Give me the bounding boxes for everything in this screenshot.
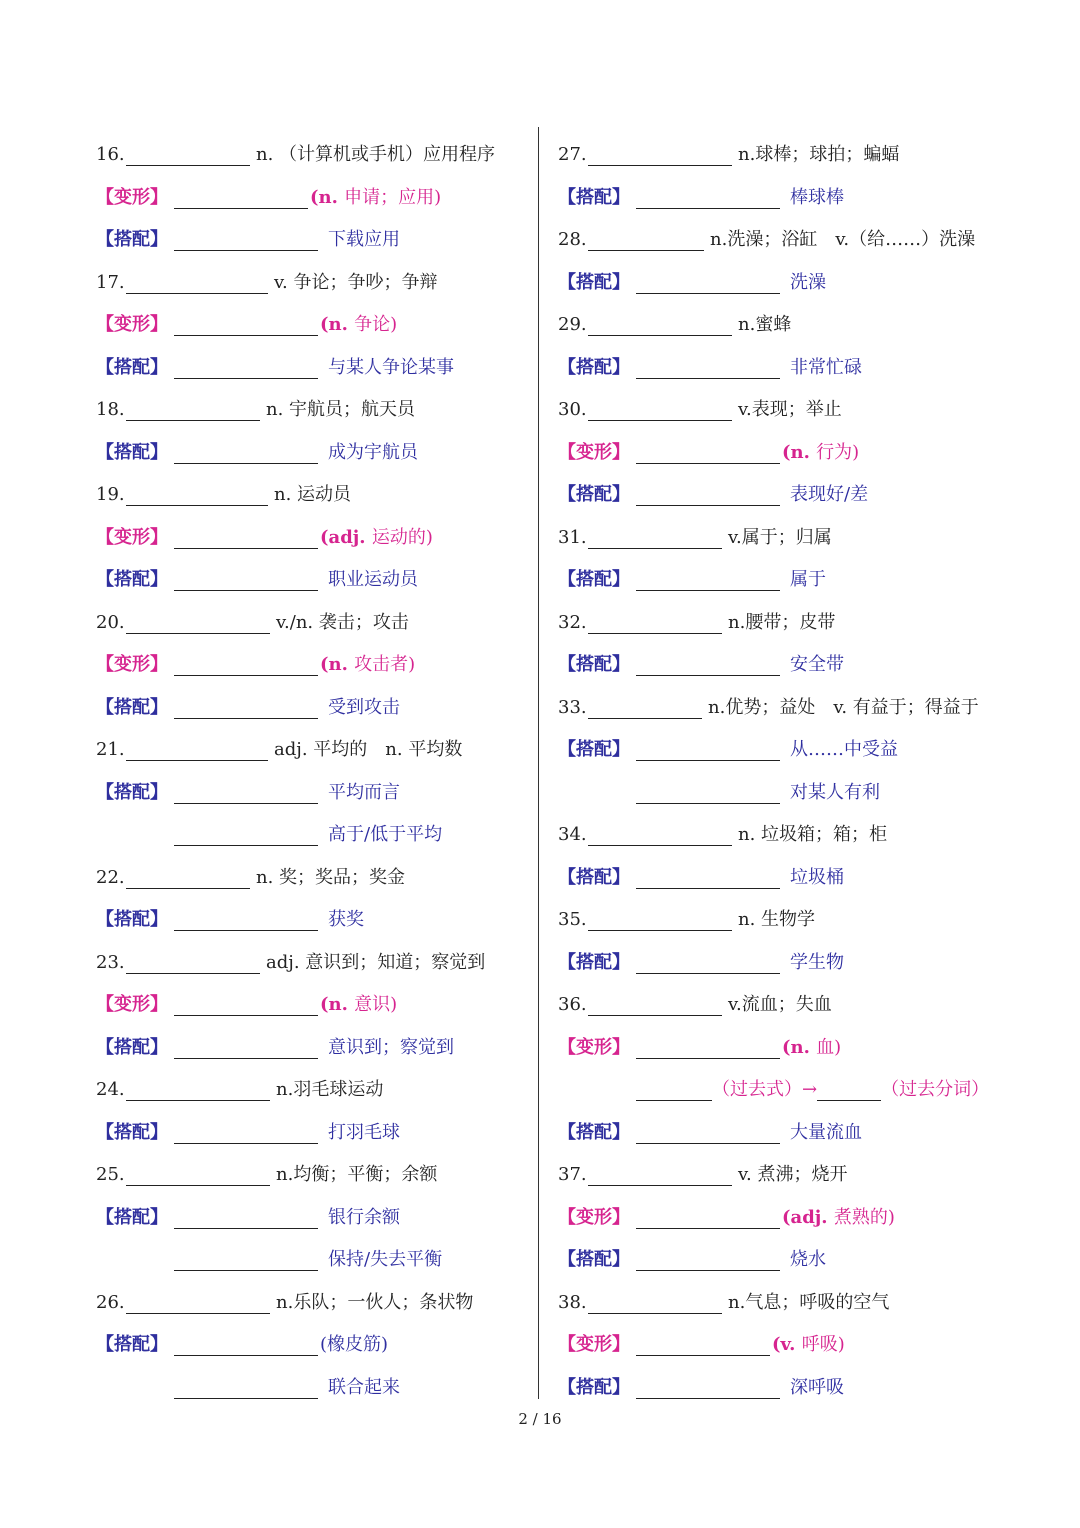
collocation-tag: 【搭配】 — [558, 186, 630, 208]
answer-blank — [174, 443, 318, 464]
entry-row — [558, 1067, 989, 1101]
answer-blank — [174, 655, 318, 676]
entry-row — [558, 855, 844, 889]
entry-text: 垃圾桶 — [790, 866, 844, 888]
entry-row — [558, 1322, 845, 1356]
answer-blank — [174, 1123, 318, 1144]
entry-row — [96, 1322, 388, 1356]
entry-text: 从……中受益 — [790, 739, 898, 760]
definition: v. 争论；争吵；争辩 — [274, 271, 438, 293]
collocation-tag: 【搭配】 — [96, 696, 168, 718]
word-blank — [588, 613, 722, 634]
entry-row — [96, 557, 418, 591]
definition: n.腰带；皮带 — [728, 611, 836, 633]
entry-text: 意识到；察觉到 — [328, 1036, 454, 1058]
entry-row — [96, 1110, 400, 1144]
meaning: 申请；应用) — [344, 186, 442, 208]
entry-row — [96, 260, 437, 294]
word-blank — [126, 400, 260, 421]
entry-text — [320, 654, 415, 676]
entry-row — [558, 685, 979, 719]
part-of-speech: n. — [328, 994, 355, 1015]
entry-row — [558, 345, 862, 379]
entry-row — [558, 217, 975, 251]
answer-blank — [636, 188, 780, 209]
item-number: 35. — [558, 909, 587, 930]
collocation-tag: 【搭配】 — [558, 356, 630, 378]
entry-row — [96, 685, 400, 719]
entry-row — [558, 430, 859, 464]
definition: n.均衡；平衡；余额 — [276, 1164, 438, 1185]
word-blank — [588, 145, 732, 166]
item-number: 24. — [96, 1079, 125, 1100]
definition: n.优势；益处 v. 有益于；得益于 — [708, 696, 979, 718]
entry-row — [96, 1067, 383, 1101]
meaning: 攻击者) — [354, 654, 416, 675]
answer-blank — [636, 1123, 780, 1144]
entry-row — [558, 770, 880, 804]
word-blank — [126, 273, 268, 294]
past-participle-label: （过去分词） — [881, 1079, 990, 1100]
part-of-speech: n. — [318, 186, 345, 208]
entry-row — [96, 515, 433, 549]
item-number: 32. — [558, 611, 587, 633]
paren-open: ( — [320, 314, 329, 335]
definition: n. 运动员 — [274, 484, 352, 505]
item-number: 27. — [558, 144, 587, 165]
word-blank — [126, 1165, 270, 1186]
entry-row — [96, 217, 400, 251]
definition: adj. 意识到；知道；察觉到 — [266, 951, 486, 973]
entry-text — [320, 994, 397, 1016]
item-number: 25. — [96, 1164, 125, 1185]
collocation-tag: 【搭配】 — [96, 1206, 168, 1228]
entry-row — [96, 727, 462, 761]
entry-row — [558, 302, 791, 336]
variant-tag: 【变形】 — [96, 526, 168, 548]
answer-blank — [636, 1335, 770, 1356]
answer-blank — [636, 570, 780, 591]
entry-text: 大量流血 — [790, 1121, 862, 1143]
entry-row — [96, 1365, 400, 1399]
entry-text: 非常忙碌 — [790, 356, 862, 378]
entry-text — [310, 187, 441, 209]
paren-open: ( — [782, 1036, 791, 1058]
entry-row — [96, 1280, 473, 1314]
entry-row — [96, 940, 485, 974]
entry-row — [558, 515, 832, 549]
item-number: 33. — [558, 696, 587, 718]
definition: n. （计算机或手机）应用程序 — [256, 144, 496, 165]
part-of-speech: v. — [780, 1334, 802, 1355]
item-number: 30. — [558, 399, 587, 420]
item-number: 31. — [558, 526, 587, 548]
entry-row — [558, 1025, 841, 1059]
paren-open: ( — [320, 654, 329, 675]
paren-open: ( — [772, 1334, 781, 1355]
part-of-speech: n. — [790, 441, 817, 463]
entry-text: 烧水 — [790, 1249, 826, 1270]
part-of-speech: adj. — [328, 526, 372, 548]
answer-blank — [636, 273, 780, 294]
answer-blank — [174, 825, 318, 846]
entry-text: 获奖 — [328, 909, 364, 930]
collocation-tag: 【搭配】 — [96, 356, 168, 378]
answer-blank — [174, 995, 318, 1016]
paren-open: ( — [310, 186, 319, 208]
past-tense-label: （过去式）→ — [712, 1079, 818, 1100]
definition: adj. 平均的 n. 平均数 — [274, 739, 463, 760]
item-number: 26. — [96, 1291, 125, 1313]
word-blank — [126, 868, 250, 889]
collocation-text: 联合起来 — [328, 1376, 400, 1398]
definition: n.气息；呼吸的空气 — [728, 1291, 890, 1313]
entry-row — [96, 812, 442, 846]
answer-blank — [636, 655, 780, 676]
part-of-speech: adj. — [790, 1206, 834, 1228]
page-number: 2 / 16 — [518, 1410, 562, 1428]
answer-blank — [636, 868, 780, 889]
entry-text: 表现好/差 — [790, 484, 869, 505]
paren-open: ( — [782, 441, 791, 463]
collocation-tag: 【搭配】 — [558, 654, 630, 675]
variant-tag: 【变形】 — [96, 994, 168, 1015]
answer-blank — [174, 1250, 318, 1271]
answer-blank — [636, 1208, 780, 1229]
entry-row — [96, 982, 397, 1016]
entry-text: 平均而言 — [328, 781, 400, 803]
entry-row — [558, 642, 844, 676]
item-number: 38. — [558, 1291, 587, 1313]
answer-blank — [174, 910, 318, 931]
entry-row — [558, 1280, 889, 1314]
entry-row — [96, 175, 441, 209]
entry-text: 打羽毛球 — [328, 1121, 400, 1143]
past-participle-blank — [817, 1080, 881, 1101]
entry-row — [558, 982, 832, 1016]
answer-blank — [636, 443, 780, 464]
collocation-text: 对某人有利 — [790, 781, 880, 803]
entry-text — [320, 314, 397, 336]
entry-row — [96, 897, 364, 931]
definition: v.流血；失血 — [728, 994, 832, 1015]
entry-row — [96, 855, 405, 889]
entry-row — [558, 557, 826, 591]
answer-blank — [174, 570, 318, 591]
collocation-tag: 【搭配】 — [558, 866, 630, 888]
word-blank — [126, 1293, 270, 1314]
entry-row — [558, 472, 868, 506]
answer-blank — [174, 315, 318, 336]
item-number: 18. — [96, 399, 125, 420]
item-number: 34. — [558, 824, 587, 845]
collocation-tag: 【搭配】 — [558, 1376, 630, 1398]
entry-row — [558, 897, 815, 931]
part-of-speech: n. — [790, 1036, 817, 1058]
collocation-tag: 【搭配】 — [96, 229, 168, 250]
definition: n. 奖；奖品；奖金 — [256, 866, 406, 888]
definition: n. 垃圾箱；箱；柜 — [738, 824, 888, 845]
answer-blank — [174, 1208, 318, 1229]
answer-blank — [636, 358, 780, 379]
paren-open: ( — [782, 1206, 791, 1228]
answer-blank — [174, 698, 318, 719]
answer-blank — [636, 953, 780, 974]
definition: v./n. 袭击；攻击 — [276, 611, 409, 633]
collocation-tag: 【搭配】 — [558, 1121, 630, 1143]
word-blank — [126, 740, 268, 761]
entry-text — [320, 527, 433, 549]
collocation-tag: 【搭配】 — [96, 1036, 168, 1058]
answer-blank — [636, 783, 780, 804]
entry-row — [96, 345, 454, 379]
collocation-tag: 【搭配】 — [96, 781, 168, 803]
entry-row — [558, 1195, 895, 1229]
entry-text: 与某人争论某事 — [328, 356, 454, 378]
word-blank — [588, 698, 702, 719]
meaning: 争论) — [354, 314, 398, 335]
entry-row — [558, 1237, 826, 1271]
definition: n.羽毛球运动 — [276, 1079, 384, 1100]
variant-tag: 【变形】 — [558, 1334, 630, 1355]
entry-row — [558, 132, 899, 166]
meaning: 运动的) — [371, 526, 433, 548]
entry-text — [782, 1207, 895, 1229]
paren-open: ( — [320, 526, 329, 548]
answer-blank — [174, 1378, 318, 1399]
entry-row — [558, 812, 887, 846]
entry-text: 银行余额 — [328, 1206, 400, 1228]
variant-tag: 【变形】 — [558, 1036, 630, 1058]
answer-blank — [174, 230, 318, 251]
word-blank — [588, 825, 732, 846]
collocation-tag: 【搭配】 — [558, 271, 630, 293]
entry-row — [558, 940, 844, 974]
entry-row — [96, 472, 351, 506]
answer-blank — [174, 528, 318, 549]
item-number: 28. — [558, 229, 587, 250]
item-number: 20. — [96, 611, 125, 633]
definition: n.洗澡；浴缸 v.（给……）洗澡 — [710, 229, 976, 250]
item-number: 17. — [96, 271, 125, 293]
entry-row — [96, 387, 415, 421]
collocation-tag: 【搭配】 — [96, 1121, 168, 1143]
answer-blank — [636, 740, 780, 761]
entry-text: 深呼吸 — [790, 1376, 844, 1398]
past-tense-blank — [636, 1080, 712, 1101]
word-blank — [588, 400, 732, 421]
definition: v.表现；举止 — [738, 399, 842, 420]
entry-row — [96, 1237, 442, 1271]
word-blank — [588, 995, 722, 1016]
entry-text — [772, 1334, 845, 1356]
entry-row — [558, 1110, 862, 1144]
variant-tag: 【变形】 — [96, 314, 168, 335]
entry-row — [96, 1025, 454, 1059]
definition: n. 生物学 — [738, 909, 816, 930]
entry-row — [558, 387, 842, 421]
collocation-tag: 【搭配】 — [558, 739, 630, 760]
entry-row — [96, 770, 400, 804]
word-blank — [126, 613, 270, 634]
collocation-text: 高于/低于平均 — [328, 824, 443, 845]
answer-blank — [636, 1250, 780, 1271]
answer-blank — [174, 188, 308, 209]
item-number: 29. — [558, 314, 587, 335]
variant-tag: 【变形】 — [96, 654, 168, 675]
answer-blank — [174, 358, 318, 379]
entry-text: 学生物 — [790, 951, 844, 973]
item-number: 19. — [96, 484, 125, 505]
word-blank — [126, 953, 260, 974]
meaning: 呼吸) — [801, 1334, 845, 1355]
part-of-speech: n. — [328, 314, 355, 335]
entry-row — [558, 175, 844, 209]
item-number: 36. — [558, 994, 587, 1015]
item-number: 23. — [96, 951, 125, 973]
answer-blank — [636, 485, 780, 506]
definition: v.属于；归属 — [728, 526, 832, 548]
definition: v. 煮沸；烧开 — [738, 1164, 848, 1185]
meaning: 意识) — [354, 994, 398, 1015]
paren-open: ( — [320, 994, 329, 1015]
collocation-tag: 【搭配】 — [96, 441, 168, 463]
entry-text: 安全带 — [790, 654, 844, 675]
word-blank — [588, 230, 704, 251]
entry-row — [96, 430, 418, 464]
answer-blank — [174, 1038, 318, 1059]
entry-text: 受到攻击 — [328, 696, 400, 718]
collocation-tag: 【搭配】 — [96, 1334, 168, 1355]
entry-text: 职业运动员 — [328, 569, 418, 590]
answer-blank — [636, 1038, 780, 1059]
entry-row — [558, 260, 826, 294]
word-blank — [588, 315, 732, 336]
variant-tag: 【变形】 — [558, 1206, 630, 1228]
collocation-tag: 【搭配】 — [96, 569, 168, 590]
answer-blank — [636, 1378, 780, 1399]
answer-blank — [174, 1335, 318, 1356]
entry-row — [558, 600, 835, 634]
definition: n.蜜蜂 — [738, 314, 792, 335]
entry-text: 成为宇航员 — [328, 441, 418, 463]
meaning: 血) — [816, 1036, 842, 1058]
meaning: 煮熟的) — [833, 1206, 895, 1228]
definition: n. 宇航员；航天员 — [266, 399, 416, 420]
definition: n.乐队；一伙人；条状物 — [276, 1291, 474, 1313]
collocation-tag: 【搭配】 — [558, 1249, 630, 1270]
definition: n.球棒；球拍；蝙蝠 — [738, 144, 900, 165]
item-number: 37. — [558, 1164, 587, 1185]
word-blank — [588, 528, 722, 549]
column-divider — [538, 127, 539, 1399]
entry-text — [782, 442, 859, 464]
word-blank — [588, 910, 732, 931]
variant-tag: 【变形】 — [558, 441, 630, 463]
word-blank — [126, 1080, 270, 1101]
meaning: 行为) — [816, 441, 860, 463]
word-blank — [126, 485, 268, 506]
item-number: 22. — [96, 866, 125, 888]
entry-text: 下载应用 — [328, 229, 400, 250]
entry-row — [96, 642, 415, 676]
entry-row — [558, 1152, 847, 1186]
entry-row — [96, 302, 397, 336]
answer-blank — [174, 783, 318, 804]
collocation-tag: 【搭配】 — [558, 951, 630, 973]
collocation-text: 保持/失去平衡 — [328, 1249, 443, 1270]
entry-row — [558, 727, 898, 761]
collocation-tag: 【搭配】 — [96, 909, 168, 930]
entry-text — [782, 1037, 841, 1059]
collocation-tag: 【搭配】 — [558, 484, 630, 505]
entry-text: 洗澡 — [790, 271, 826, 293]
entry-row — [96, 1195, 400, 1229]
variant-tag: 【变形】 — [96, 186, 168, 208]
entry-text: 属于 — [790, 569, 826, 590]
item-number: 21. — [96, 739, 125, 760]
entry-row — [96, 1152, 437, 1186]
entry-row — [96, 132, 495, 166]
word-blank — [588, 1165, 732, 1186]
word-blank — [126, 145, 250, 166]
entry-text: 棒球棒 — [790, 186, 844, 208]
collocation-tag: 【搭配】 — [558, 569, 630, 590]
item-number: 16. — [96, 144, 125, 165]
entry-row — [96, 600, 409, 634]
entry-row — [558, 1365, 844, 1399]
part-of-speech: n. — [328, 654, 355, 675]
word-blank — [588, 1293, 722, 1314]
entry-text: (橡皮筋) — [320, 1334, 389, 1355]
